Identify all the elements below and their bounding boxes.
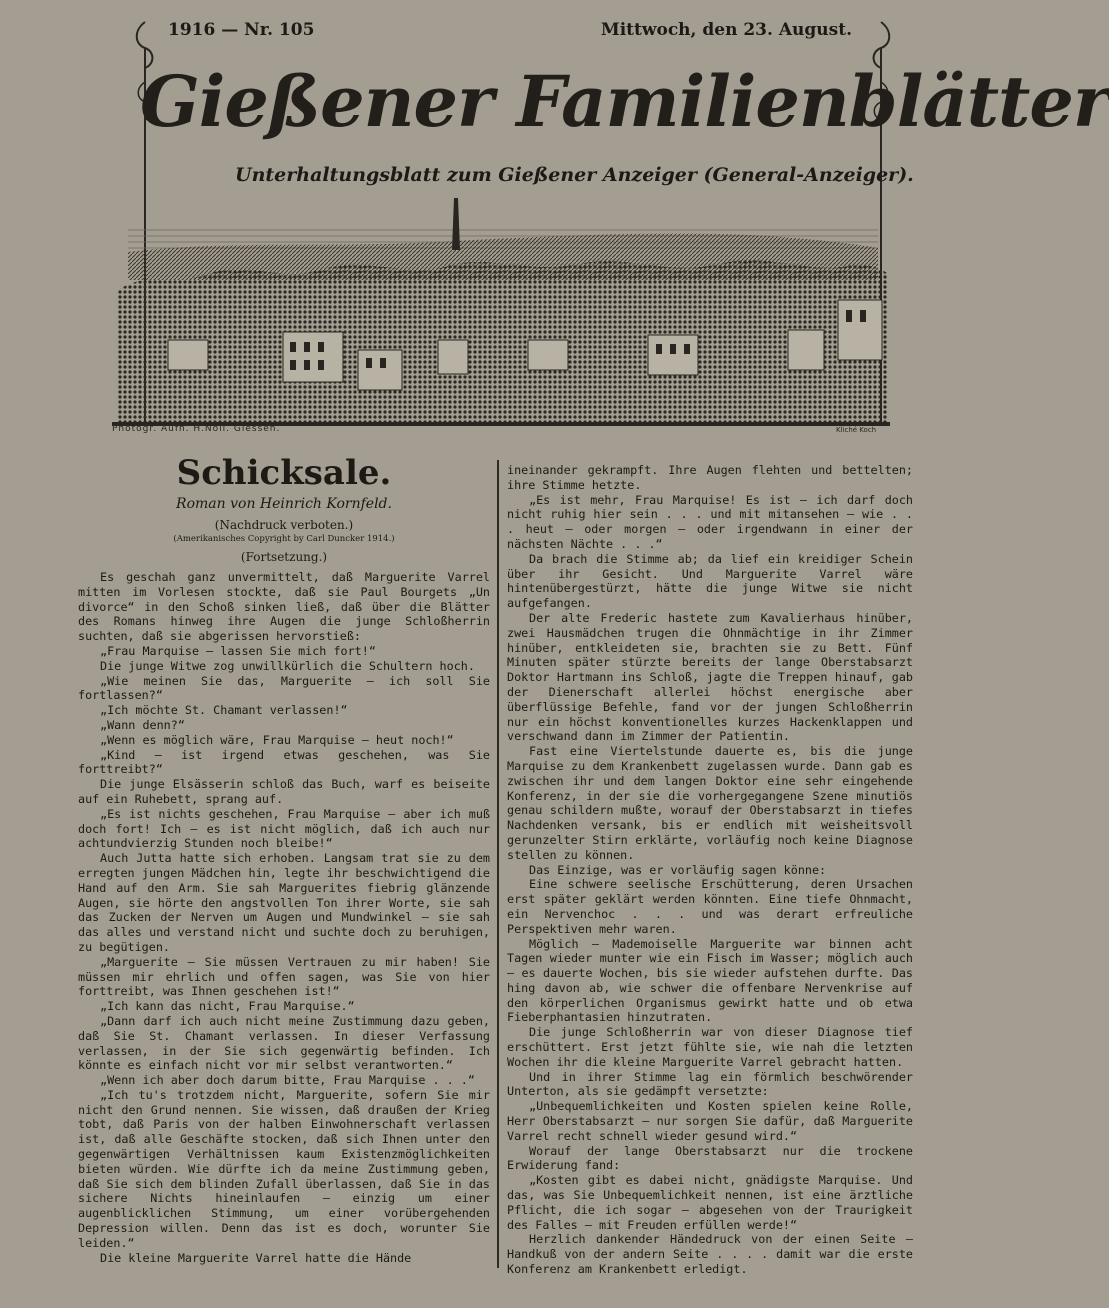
article-paragraph: „Ich möchte St. Chamant verlassen!“ <box>100 703 348 718</box>
article-paragraph: ineinander gekrampft. Ihre Augen flehten und bettelten; ihre Stimme hetzte. <box>507 463 913 492</box>
article-column-left <box>78 570 490 1265</box>
article-paragraph: „Kosten gibt es dabei nicht, gnädigste Marquise. Und das, was Sie Unbequemlichkeit nennen, ist eine ärztliche Pflicht, die ich sogar — abgesehen von der Traurigkeit des Falles — mit Freuden erfüllen werde!“ <box>507 1173 913 1232</box>
engraver-credit: Kliché Koch <box>836 426 877 434</box>
article-paragraph: Eine schwere seelische Erschütterung, deren Ursachen erst später geklärt werden könnten. Eine tiefe Ohnmacht, ein Nervenchoc . . . und was derart erfreuliche Perspektiven mehr waren. <box>507 877 913 936</box>
article-paragraph: Die junge Elsässerin schloß das Buch, warf es beiseite auf ein Ruhebett, sprang auf. <box>78 777 490 806</box>
newspaper-subtitle: Unterhaltungsblatt zum Gießener Anzeiger (General-Anzeiger). <box>235 164 914 186</box>
article-paragraph: „Ich kann das nicht, Frau Marquise.“ <box>100 999 355 1014</box>
article-paragraph: „Marguerite — Sie müssen Vertrauen zu mir haben! Sie müssen mir ehrlich und offen sagen, was Sie von hier forttreibt, was Ihnen geschehen ist!“ <box>78 954 490 999</box>
article-paragraph: „Unbequemlichkeiten und Kosten spielen keine Rolle, Herr Oberstabsarzt — nur sorgen Sie dafür, daß Marguerite Varrel recht schnell wieder gesund wird.“ <box>507 1099 913 1143</box>
masthead-topline <box>168 20 852 48</box>
article-paragraph: Worauf der lange Oberstabsarzt nur die trockene Erwiderung fand: <box>507 1143 913 1173</box>
article-paragraph: Das Einzige, was er vorläufig sagen könne: <box>529 862 827 877</box>
issue-number: 1916 — Nr. 105 <box>168 20 315 40</box>
article-paragraph: „Frau Marquise — lassen Sie mich fort!“ <box>100 643 376 658</box>
article-paragraph: „Wenn es möglich wäre, Frau Marquise — heut noch!“ <box>100 732 454 747</box>
article-paragraph: Herzlich dankender Händedruck von der einen Seite — Handkuß von der andern Seite . . . . damit war die erste Konferenz am Krankenbett erledigt. <box>507 1232 913 1277</box>
article-paragraph: Der alte Frederic hastete zum Kavalierhaus hinüber, zwei Hausmädchen trugen die Ohnmächtige in ihr Zimmer hinüber, entkleideten sie, brachten sie zu Bett. Fünf Minuten später stürzte bereits der lange Oberstabsarzt Doktor Hartmann ins Schloß, jagte die Treppen hinauf, gab der Dienerschaft allerlei höchst energische aber überflüssige Befehle, fand vor der jungen Schloßherrin nur ein höchst konventionelles kurzes Hackenklappen und verschwand dann im Zimmer der Patientin. <box>507 610 913 744</box>
article-paragraph: „Es ist nichts geschehen, Frau Marquise — aber ich muß doch fort! Ich — es ist nicht möglich, daß ich auch nur achtundvierzig Stunden noch bleibe!“ <box>78 806 490 851</box>
article-column-right <box>507 463 913 1277</box>
reprint-note: (Nachdruck verboten.) <box>214 518 354 532</box>
newspaper-title: Gießener Familienblätter <box>140 60 1109 143</box>
article-paragraph: Auch Jutta hatte sich erhoben. Langsam trat sie zu dem erregten jungen Mädchen hin, legte ihr beschwichtigend die Hand auf den Arm. Sie sah Marguerites fiebrig glänzende Augen, sie hörte den angstvollen Ton ihrer Worte, sie sah das Zucken der Nerven um Augen und Mundwinkel — sie sah das alles und verstand nicht und suchte doch zu beruhigen, zu begütigen. <box>78 851 490 954</box>
article-paragraph: „Wann denn?“ <box>100 717 185 732</box>
article-title: Schicksale. <box>176 453 392 493</box>
column-divider <box>497 460 499 1268</box>
photo-credit: Photogr. Aufn. H.Noll. Giessen. <box>112 424 281 434</box>
article-paragraph: Es geschah ganz unvermittelt, daß Marguerite Varrel mitten im Vorlesen stockte, daß sie Paul Bourgets „Un divorce“ in den Schoß sinken ließ, daß über die Blätter des Romans hinweg ihre Augen die junge Schloßherrin suchten, daß sie abgerissen hervorstieß: <box>78 570 490 644</box>
article-paragraph: „Es ist mehr, Frau Marquise! Es ist — ich darf doch nicht ruhig hier sein . . . und mit mitansehen — wie . . . heut — oder morgen — oder irgendwann in einer der nächsten Nächte . . .“ <box>507 492 913 551</box>
article-paragraph: Die junge Witwe zog unwillkürlich die Schultern hoch. <box>100 658 475 673</box>
issue-date: Mittwoch, den 23. August. <box>600 20 852 40</box>
article-paragraph: Die kleine Marguerite Varrel hatte die Hände <box>100 1250 412 1265</box>
article-paragraph: Die junge Schloßherrin war von dieser Diagnose tief erschüttert. Erst jetzt fühlte sie, wie nah die letzten Wochen ihr die kleine Marguerite Varrel gebracht hatten. <box>507 1025 913 1069</box>
article-paragraph: Und in ihrer Stimme lag ein förmlich beschwörender Unterton, als sie gedämpft versetzte: <box>507 1069 913 1099</box>
copyright-note: (Amerikanisches Copyright by Carl Duncker 1914.) <box>173 534 395 544</box>
article-paragraph: Da brach die Stimme ab; da lief ein kreidiger Schein über ihr Gesicht. Und Marguerite Varrel wäre hintenübergestürzt, hätte die junge Witwe sie nicht aufgefangen. <box>507 551 913 611</box>
continuation-note: (Fortsetzung.) <box>240 550 328 564</box>
article-paragraph: Möglich — Mademoiselle Marguerite war binnen acht Tagen wieder munter wie ein Fisch im Wasser; möglich auch — es dauerte Wochen, bis sie wieder aufstehen durfte. Das hing davon ab, wie schwer die offenbare Nervenkrise auf den körperlichen Organismus gewirkt hatte und ob etwa Fieberphantasien hinzutraten. <box>507 936 913 1025</box>
article-byline: Roman von Heinrich Kornfeld. <box>176 496 392 512</box>
article-paragraph: „Wie meinen Sie das, Marguerite — ich soll Sie fortlassen?“ <box>78 673 490 703</box>
article-paragraph: „Kind — ist irgend etwas geschehen, was Sie forttreibt?“ <box>78 747 490 777</box>
article-paragraph: „Ich tu's trotzdem nicht, Marguerite, sofern Sie mir nicht den Grund nennen. Sie wissen, daß draußen der Krieg tobt, daß Paris von der halben Einwohnerschaft verlassen ist, daß alle Geschäfte stocken, daß sich Ihnen unter den gegenwärtigen Verhältnissen kaum Existenzmöglichkeiten bieten würden. Wie dürfte ich da meine Zustimmung geben, daß Sie sich dem blinden Zufall überlassen, daß Sie in das sichere Nichts hineinlaufen — einzig um einer augenblicklichen Stimmung, um einer vorübergehenden Depression willen. Denn das ist es doch, worunter Sie leiden.“ <box>78 1087 490 1250</box>
town-panorama-illustration <box>108 190 894 440</box>
article-paragraph: Fast eine Viertelstunde dauerte es, bis die junge Marquise zu dem Krankenbett zugelassen wurde. Dann gab es zwischen ihr und dem langen Doktor eine sehr eingehende Konferenz, in der sie die vorhergegangene Szene minutiös genau schildern mußte, worauf der Oberstabsarzt in tiefes Nachdenken versank, bis er endlich mit weisheitsvoll gerunzelter Stirn erklärte, vorläufig noch keine Diagnose stellen zu können. <box>507 744 913 862</box>
article-paragraph: „Dann darf ich auch nicht meine Zustimmung dazu geben, daß Sie St. Chamant verlassen. In dieser Verfassung verlassen, in der Sie sich gegenwärtig befinden. Ich könnte es einfach nicht vor mir selbst verantworten.“ <box>78 1013 490 1073</box>
article-header <box>78 452 490 564</box>
article-paragraph: „Wenn ich aber doch darum bitte, Frau Marquise . . .“ <box>100 1073 475 1088</box>
